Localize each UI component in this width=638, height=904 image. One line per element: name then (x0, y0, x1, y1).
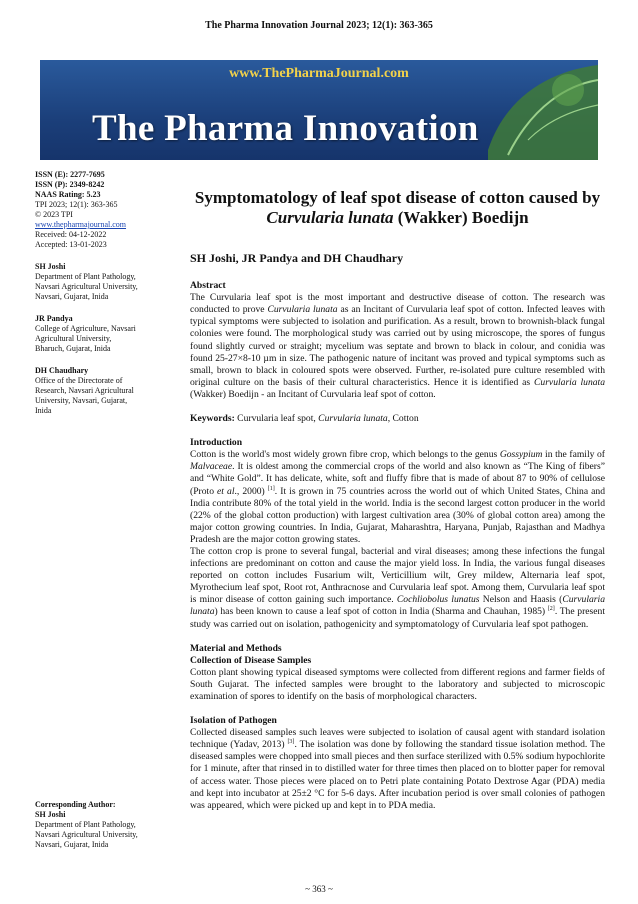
affiliation-line: Department of Plant Pathology, (35, 272, 136, 281)
corresponding-line: Department of Plant Pathology, (35, 820, 136, 829)
methods-heading: Material and Methods (190, 642, 282, 654)
affiliation-line: Office of the Directorate of (35, 376, 123, 385)
title-part: Symptomatology of leaf spot disease of cotton caused by (194, 188, 601, 207)
abstract-heading: Abstract (190, 280, 226, 292)
corresponding-heading: Corresponding Author: (35, 800, 116, 809)
introduction-heading: Introduction (190, 437, 243, 449)
affiliation-1 (35, 262, 160, 302)
methods-subheading-isolation: Isolation of Pathogen (190, 715, 277, 727)
corresponding-line: Navsari Agricultural University, (35, 830, 138, 839)
text-run: . It is oldest among the commercial crops of the world and also known as “The King of fibers” and “White Gold”. It has delicate, white, soft and fluffy fibre that is made of about 87 to 90% of cellulose (Proto (190, 461, 605, 497)
text-run: . The isolation was done by following the standard tissue isolation method. The diseased samples were chopped into small pieces and then surface sterilized with 0.5% sodium hypochlorite for 1 minute, after that rinsed in to distilled water for three times then placed on to blotter paper for removal of access water. Those pieces were placed on to Petri plate containing Potato Dextrose Agar (PDA) media and kept into incubator at 25±2 °C for 5-6 days. After incubation period is over small colonies of pathogen was appeared, which were picked up and kept in to PDA media. (190, 739, 605, 811)
affiliation-name: DH Chaudhary (35, 366, 89, 375)
species-name: Curvularia lunata (534, 376, 606, 388)
citation-ref-2[interactable]: [2] (547, 606, 555, 613)
tpi-citation: TPI 2023; 12(1): 363-365 (35, 200, 118, 209)
corresponding-line: Navsari, Gujarat, Inida (35, 840, 109, 849)
affiliation-line: Bharuch, Gujarat, Inida (35, 344, 111, 353)
journal-citation-line: The Pharma Innovation Journal 2023; 12(1): 363-365 (205, 20, 433, 31)
et-al: et al (217, 485, 235, 497)
abstract-text (190, 292, 605, 401)
journal-banner (40, 60, 598, 160)
affiliation-line: Inida (35, 406, 52, 415)
naas-rating: NAAS Rating: 5.23 (35, 190, 101, 199)
text-run: Collected diseased samples such leaves were subjected to isolation of causal agent with standard isolation technique (Yadav, 2013) (190, 727, 605, 751)
page-number: ~ 363 ~ (305, 884, 333, 894)
received-date: Received: 04-12-2022 (35, 230, 107, 239)
title-part: (Wakker) Boedijn (397, 208, 529, 227)
citation-ref-1[interactable]: [1] (267, 485, 275, 492)
text-run: The cotton crop is prone to several fungal, bacterial and viral diseases; among these infections the fungal infections are predominant on cotton and cause the major yield loss. In India, the various fungal diseases reported on cotton includes Fusarium wilt, Verticillium wilt, Grey mildew, Alternaria leaf spot, Myrothecium leaf spot, Root rot, Anthracnose and Curvularia leaf spot. Among them, Curvularia leaf spot is minor disease of cotton gaining such importance. (190, 545, 605, 606)
title-species: Curvularia lunata (266, 208, 394, 227)
text-run: ., 2000) (234, 485, 265, 497)
journal-meta (35, 170, 160, 250)
methods-paragraph-2 (190, 727, 605, 812)
banner-url: www.ThePharmaJournal.com (229, 66, 409, 81)
affiliation-2 (35, 314, 160, 354)
affiliation-line: Navsari, Gujarat, Inida (35, 292, 109, 301)
text-run: (Wakker) Boedijn - an Incitant of Curvularia leaf spot of cotton. (190, 388, 436, 400)
family-name: Malvaceae (190, 461, 233, 473)
article-authors: SH Joshi, JR Pandya and DH Chaudhary (190, 251, 404, 265)
text-run: Nelson and Haasis ( (482, 594, 563, 606)
text-run: The Curvularia leaf spot is the most important and destructive disease of cotton. The research was conducted to prove (190, 292, 605, 316)
text-run: , Cotton (387, 413, 419, 425)
sidebar-meta (35, 170, 160, 416)
text-run: Curvularia leaf spot, (237, 413, 316, 425)
intro-paragraph-1 (190, 449, 605, 546)
species-name: Curvularia lunata (267, 304, 338, 316)
article-body (190, 188, 605, 812)
keywords (190, 413, 605, 425)
text-run: in the family of (545, 449, 605, 461)
affiliation-line: College of Agriculture, Navsari (35, 324, 136, 333)
banner-title: The Pharma Innovation (92, 108, 479, 149)
issn-e: ISSN (E): 2277-7695 (35, 170, 105, 179)
genus-name: Gossypium (499, 449, 543, 461)
text-run: Cotton is the world's most widely grown fibre crop, which belongs to the genus (190, 449, 498, 461)
website-link[interactable]: www.thepharmajournal.com (35, 220, 127, 229)
affiliation-name: JR Pandya (35, 314, 73, 323)
text-run: as an Incitant of Curvularia leaf spot of cotton. Infected leaves with typical symptoms were subjected to isolation and purification. As a result, brown to brownish-black fungal colonies were found. The morphological study was carried out by using microscope, the spores of fungus found slightly curved or straight; mycelium was septate and brown to black in colour, and conidia was found 25-27×8-10 µm in size. The pathogenic nature of incitant was proved and typical symptoms such as small, brown to black in coloured spots were observed. Further, re-isolated pure culture resembled with original culture on the basis of their cultural characteristics. Hence it is identified as (190, 304, 606, 388)
affiliation-line: Agricultural University, (35, 334, 112, 343)
methods-subheading-collection: Collection of Disease Samples (190, 654, 312, 666)
affiliation-name: SH Joshi (35, 262, 66, 271)
keywords-label: Keywords: (190, 413, 235, 425)
species-name: Cochliobolus lunatus (396, 594, 480, 606)
corresponding-name: SH Joshi (35, 810, 66, 819)
citation-ref-3[interactable]: [3] (287, 739, 295, 746)
corresponding-author (35, 800, 160, 850)
affiliation-line: University, Navsari, Gujarat, (35, 396, 128, 405)
accepted-date: Accepted: 13-01-2023 (35, 240, 107, 249)
affiliation-3 (35, 366, 160, 416)
issn-p: ISSN (P): 2349-8242 (35, 180, 105, 189)
text-run: . The present study was carried out on isolation, pathogenicity and symptomatology of Curvularia leaf spot pathogen. (190, 606, 605, 630)
text-run: ) has been known to cause a leaf spot of cotton in India (Sharma and Chauhan, 1985) (214, 606, 546, 618)
affiliation-line: Research, Navsari Agricultural (35, 386, 134, 395)
methods-paragraph-1: Cotton plant showing typical diseased symptoms were collected from different regions and farmer fields of South Gujarat. The infected samples were brought to the laboratory and subjected to microscopic examination of spores to identify on the basis of morphological characters. (190, 666, 605, 702)
copyright: © 2023 TPI (35, 210, 73, 219)
species-name: Curvularia lunata (190, 594, 605, 618)
species-name: Curvularia lunata (318, 413, 388, 425)
affiliation-line: Navsari Agricultural University, (35, 282, 138, 291)
intro-paragraph-2 (190, 546, 605, 631)
text-run: . It is grown in 75 countries across the world out of which United States, China and India contribute 80% of the total yield in the world. India is the second largest cotton producer in the world (22% of the global cotton production) with largest cultivation area (30% of global cotton area) among the major cotton growing countries. In India, Gujarat, Maharashtra, Haryana, Punjab, Rajasthan and Madhya Pradesh are the major cotton growing states. (190, 485, 605, 545)
article-title (190, 188, 605, 228)
